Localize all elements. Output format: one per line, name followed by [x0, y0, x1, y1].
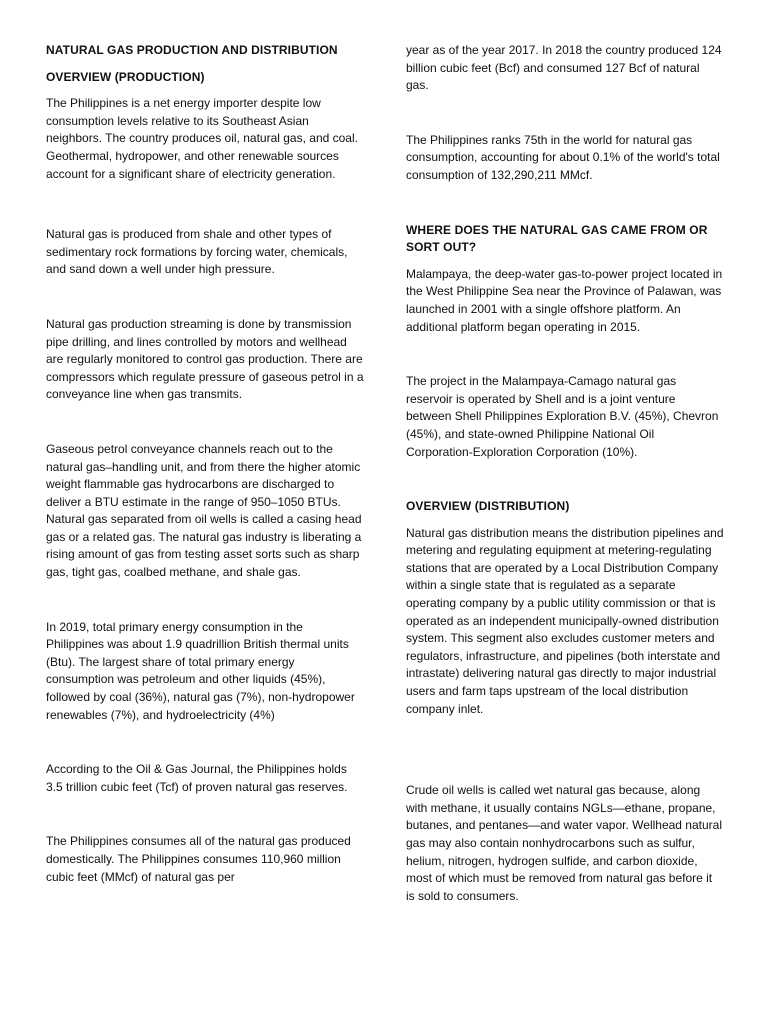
paragraph-ranking: The Philippines ranks 75th in the world for natural gas consumption, accounting for about 0.1% of the world's total consumption of 132,290,211 MMcf.: [406, 132, 720, 182]
paragraph: In 2019, total primary energy consumption in the Philippines was about 1.9 quadrillion British thermal units (Btu). The largest share of total primary energy consumption was petroleum and other liquids (45%), followed by coal (36%), natural gas (7%), non-hydropower renewables (7%), and hydroelectricity (4%): [46, 619, 355, 722]
left-column: [46, 42, 364, 886]
source-heading: WHERE DOES THE NATURAL GAS CAME FROM OR SORT OUT?: [406, 222, 708, 255]
paragraph: According to the Oil & Gas Journal, the Philippines holds 3.5 trillion cubic feet (Tcf) of proven natural gas reserves.: [46, 762, 348, 794]
paragraph: Natural gas is produced from shale and other types of sedimentary rock formations by forcing water, chemicals, and sand down a well under high pressure.: [46, 227, 348, 277]
paragraph: The Philippines consumes all of the natural gas produced domestically. The Philippines consumes 110,960 million cubic feet (MMcf) of natural gas per: [46, 834, 351, 884]
document-title: NATURAL GAS PRODUCTION AND DISTRIBUTION: [46, 43, 338, 57]
paragraph: Gaseous petrol conveyance channels reach out to the natural gas–handling unit, and from there the higher atomic weight flammable gas hydrocarbons are discharged to deliver a BTU estimate in the range of 950–1050 BTUs. Natural gas separated from oil wells is called a casing head gas or a related gas. The natural gas industry is liberating a rising amount of gas from testing asset sorts such as sharp gas, tight gas, coalbed methane, and shale gas.: [46, 441, 362, 580]
paragraph-crude: Crude oil wells is called wet natural gas because, along with methane, it usually contains NGLs—ethane, propane, butanes, and pentanes—and water vapor. Wellhead natural gas may also contain nonhydrocarbons such as sulfur, helium, nitrogen, hydrogen sulfide, and carbon dioxide, most of which must be removed from natural gas before it is sold to consumers.: [406, 783, 722, 903]
right-column: [406, 42, 724, 905]
paragraph-distribution: Natural gas distribution means the distribution pipelines and metering and regulating equipment at metering-regulating stations that are operated by a Local Distribution Company within a single state that is regulated as a separate operating company by a public utility commission or that is operated as an independent municipally-owned distribution system. This segment also excludes customer meters and regulators, infrastructure, and pipelines (both interstate and intrastate) delivering natural gas directly to major industrial users and farm taps upstream of the local distribution company inlet.: [406, 525, 724, 716]
overview-distribution-heading: OVERVIEW (DISTRIBUTION): [406, 499, 570, 514]
paragraph-malampaya: Malampaya, the deep-water gas-to-power project located in the West Philippine Sea near the Province of Palawan, was launched in 2001 with a single offshore platform. An additional platform began operating in 2015.: [406, 266, 723, 334]
paragraph: Natural gas production streaming is done by transmission pipe drilling, and lines controlled by motors and wellhead are regularly monitored to control gas production. There are compressors which regulate pressure of gaseous petrol in a conveyance line when gas transmits.: [46, 316, 364, 402]
paragraph-continuation: year as of the year 2017. In 2018 the country produced 124 billion cubic feet (Bcf) and consumed 127 Bcf of natural gas.: [406, 43, 722, 93]
overview-production-heading: OVERVIEW (PRODUCTION): [46, 69, 205, 84]
paragraph: The Philippines is a net energy importer despite low consumption levels relative to its Southeast Asian neighbors. The country produces oil, natural gas, and coal. Geothermal, hydropower, and other renewable sources account for a significant share of electricity generation.: [46, 96, 358, 181]
paragraph-project: The project in the Malampaya-Camago natural gas reservoir is operated by Shell and is a joint venture between Shell Philippines Exploration B.V. (45%), Chevron (45%), and state-owned Philippine National Oil Corporation-Exploration Corporation (10%).: [406, 374, 719, 459]
